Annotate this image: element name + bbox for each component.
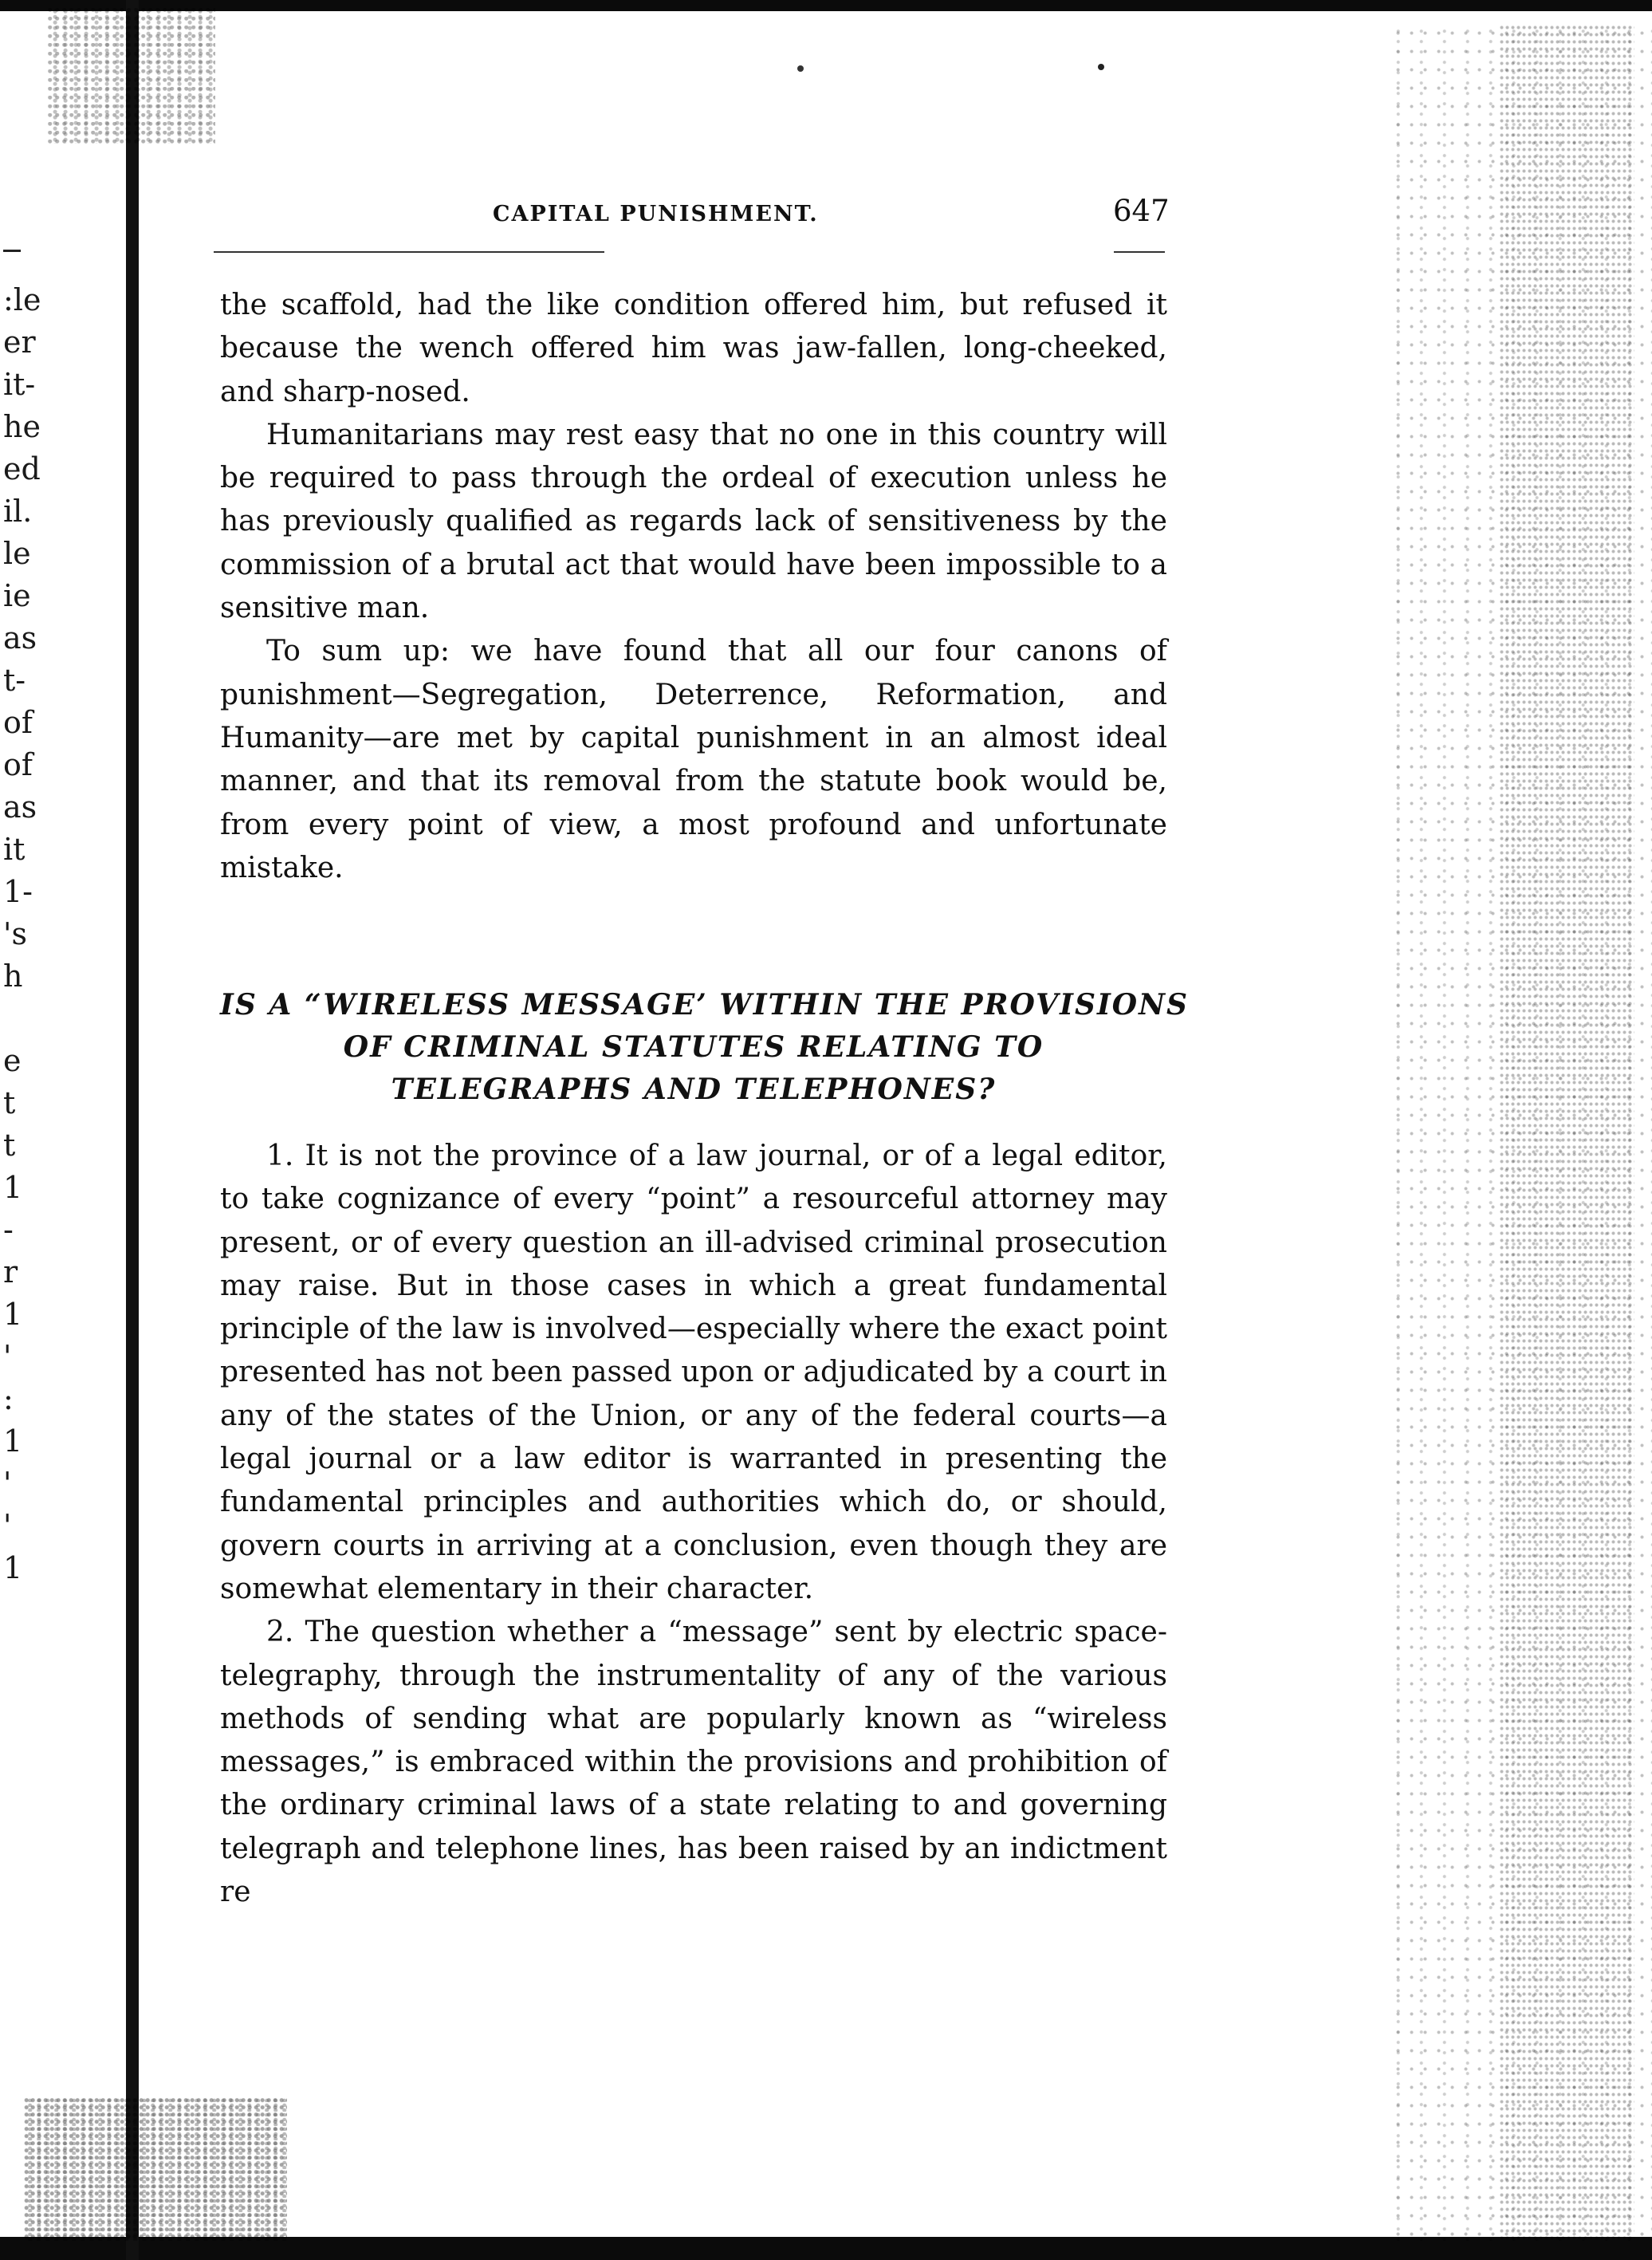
- bleed-fragment: it: [3, 832, 26, 867]
- header-rule-right: [1114, 251, 1165, 253]
- scan-noise-right-edge-dense: [1499, 24, 1634, 2241]
- capital-punishment-conclusion: [220, 284, 1167, 890]
- bleed-fragment: 1: [3, 1550, 23, 1585]
- bleed-fragment: h: [3, 959, 23, 994]
- article-heading: [220, 984, 1190, 1111]
- page-number: 647: [1113, 194, 1170, 228]
- heading-line: IS A “WIRELESS MESSAGE’ WITHIN THE PROVISIONS: [220, 988, 1190, 1022]
- bleed-fragment: t-: [3, 663, 26, 698]
- bleed-fragment: 1: [3, 1170, 23, 1205]
- bleed-fragment: 1-: [3, 874, 33, 909]
- bleed-fragment: t: [3, 1128, 16, 1163]
- bleed-fragment: ie: [3, 578, 31, 613]
- bleed-fragment: ': [3, 1508, 12, 1543]
- bleed-fragment: 1: [3, 1297, 23, 1332]
- bleed-fragment: 's: [3, 916, 27, 951]
- header-rule: [214, 251, 604, 253]
- paragraph: the scaffold, had the like condition offered him, but refused it because the wench offered him was jaw-fallen, long-cheeked, and sharp-nosed.: [220, 289, 1167, 408]
- scan-noise-bottom-left: [24, 2097, 287, 2241]
- paragraph: Humanitarians may rest easy that no one in this country will be required to pass through the ordeal of execution unless he has previously qualified as regards lack of sensitiveness by the commission of a brutal act that would have been impossible to a sensitive man.: [220, 418, 1167, 625]
- bleed-fragment: :le: [3, 282, 41, 317]
- numbered-paragraph: 1. It is not the province of a law journal, or of a legal editor, to take cognizance of every “point” a resourceful attorney may present, or of every question an ill-advised criminal prosecution may raise. But in those cases in which a great fundamental principle of the law is involved—especially where the exact point presented has not been passed upon or adjudicated by a court in any of the states of the Union, or any of the federal courts—a legal journal or a law editor is warranted in presenting the fundamental principles and authorities which do, or should, govern courts in arriving at a conclusion, even though they are somewhat elementary in their character.: [220, 1140, 1167, 1605]
- bleed-fragment: [3, 998, 51, 1040]
- scan-noise-top-left: [48, 8, 215, 144]
- bleed-fragment: e: [3, 1043, 22, 1078]
- book-binding-shadow: [126, 0, 139, 2260]
- scan-border-top: [0, 0, 1652, 11]
- bleed-fragment: ': [3, 1466, 12, 1501]
- heading-line: OF CRIMINAL STATUTES RELATING TO: [343, 1030, 1044, 1064]
- facing-page-bleed-text: [3, 279, 51, 1589]
- bleed-fragment: :: [3, 1381, 14, 1416]
- bleed-fragment: ': [3, 1339, 12, 1374]
- bleed-fragment: of: [3, 747, 33, 782]
- running-head: [214, 194, 1170, 238]
- bleed-fragment: as: [3, 789, 37, 825]
- heading-line: TELEGRAPHS AND TELEPHONES?: [391, 1073, 997, 1106]
- running-title: CAPITAL PUNISHMENT.: [493, 202, 819, 226]
- bleed-fragment: of: [3, 705, 33, 740]
- scan-speck: [797, 65, 804, 72]
- bleed-fragment: -: [3, 1212, 14, 1247]
- bleed-fragment: il.: [3, 494, 33, 529]
- bleed-fragment: as: [3, 620, 37, 656]
- bleed-fragment: er: [3, 325, 36, 360]
- bleed-fragment: he: [3, 409, 41, 444]
- bleed-fragment: ed: [3, 451, 41, 486]
- facing-page-rule: [3, 250, 21, 252]
- wireless-message-article-body: [220, 1135, 1167, 1914]
- bleed-fragment: 1: [3, 1423, 23, 1459]
- bleed-fragment: t: [3, 1085, 16, 1120]
- numbered-paragraph: 2. The question whether a “message” sent by electric space-telegraphy, through the instrumentality of any of the various methods of sending what are popularly known as “wireless messages,” is embraced within the provisions and prohibition of the ordinary criminal laws of a state relating to and governing telegraph and telephone lines, has been raised by an indictment re: [220, 1616, 1167, 1909]
- bleed-fragment: le: [3, 536, 31, 571]
- paragraph: To sum up: we have found that all our four canons of punishment—Segregation, Deterrence, Reformation, and Humanity—are met by capital punishment in an almost ideal manner, and that its removal from the statute book would be, from every point of view, a most profound and unfortunate mistake.: [220, 635, 1167, 884]
- bleed-fragment: r: [3, 1254, 18, 1289]
- scan-speck: [1098, 64, 1104, 70]
- bleed-fragment: it-: [3, 367, 36, 402]
